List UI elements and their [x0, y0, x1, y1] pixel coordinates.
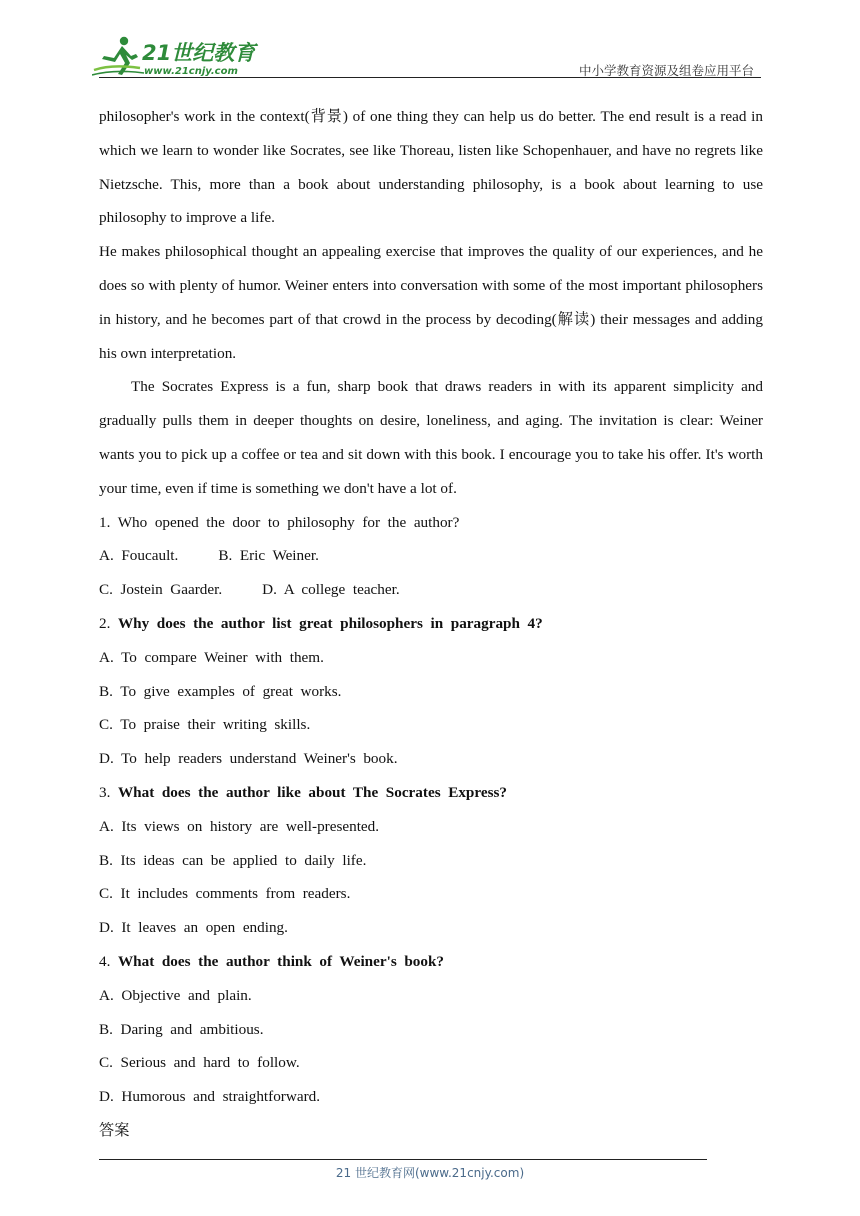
- logo-wordmark: 21世纪教育: [142, 41, 256, 65]
- q4-text: What does the author think of Weiner's book?: [117, 952, 445, 970]
- site-logo: [92, 34, 262, 80]
- q3-option-b: B. Its ideas can be applied to daily life.: [99, 851, 367, 869]
- question-4-stem: [99, 945, 763, 979]
- q2-number: 2.: [99, 614, 111, 632]
- paragraph-1: philosopher's work in the context(背景) of one thing they can help us do better. The end result is a read in which we learn to wonder like Socrates, see like Thoreau, listen like Schopenhauer, and have no regrets like Nietzsche. This, more than a book about understanding philosophy, is a book about learning to use philosophy to improve a life.: [99, 108, 763, 227]
- question-1-stem: 1. Who opened the door to philosophy for the author?: [99, 513, 460, 531]
- q3-option-c: C. It includes comments from readers.: [99, 885, 351, 903]
- q1-option-d: D. A college teacher.: [262, 581, 400, 599]
- q2-option-d: D. To help readers understand Weiner's book.: [99, 750, 398, 768]
- q3-option-d: D. It leaves an open ending.: [99, 919, 288, 937]
- q4-option-c: C. Serious and hard to follow.: [99, 1054, 300, 1072]
- q3-option-a: A. Its views on history are well-presented.: [99, 817, 380, 835]
- footer-site-link[interactable]: 21 世纪教育网(www.21cnjy.com): [335, 1166, 525, 1180]
- footer-divider: [99, 1159, 707, 1160]
- header-divider: [99, 77, 761, 78]
- question-2-stem: [99, 607, 763, 641]
- logo-url: www.21cnjy.com: [144, 66, 238, 77]
- q1-option-a: A. Foucault.: [99, 547, 179, 565]
- q2-option-b: B. To give examples of great works.: [99, 682, 342, 700]
- q3-number: 3.: [99, 783, 111, 801]
- q2-option-a: A. To compare Weiner with them.: [99, 648, 324, 666]
- header-platform-text: 中小学教育资源及组卷应用平台: [578, 63, 754, 78]
- paragraph-3: The Socrates Express is a fun, sharp book that draws readers in with its apparent simplicity and gradually pulls them in deeper thoughts on desire, loneliness, and aging. The invitation is clear: Weiner wants you to pick up a coffee or tea and sit down with this book. I encourage you to take his offer. It's worth your time, even if time is something we don't have a lot of.: [99, 378, 763, 497]
- q2-option-c: C. To praise their writing skills.: [99, 716, 311, 734]
- q1-option-c: C. Jostein Gaarder.: [99, 581, 223, 599]
- paragraph-2: He makes philosophical thought an appealing exercise that improves the quality of our experiences, and he does so with plenty of humor. Weiner enters into conversation with some of the most important philosophers in history, and he becomes part of that crowd in the process by decoding(解读) their messages and adding his own interpretation.: [99, 243, 763, 362]
- question-3-stem: [99, 776, 763, 810]
- q3-text: What does the author like about The Socrates Express?: [117, 783, 507, 801]
- q4-option-a: A. Objective and plain.: [99, 986, 252, 1004]
- q4-number: 4.: [99, 952, 111, 970]
- question-1-options-row2: [99, 573, 763, 607]
- article-body: [99, 100, 763, 1148]
- q4-option-d: D. Humorous and straightforward.: [99, 1088, 321, 1106]
- q1-option-b: B. Eric Weiner.: [218, 547, 319, 565]
- q2-text: Why does the author list great philosophers in paragraph 4?: [117, 614, 543, 632]
- q4-option-b: B. Daring and ambitious.: [99, 1020, 264, 1038]
- answer-label: 答案: [99, 1121, 130, 1139]
- question-1-options-row1: [99, 539, 763, 573]
